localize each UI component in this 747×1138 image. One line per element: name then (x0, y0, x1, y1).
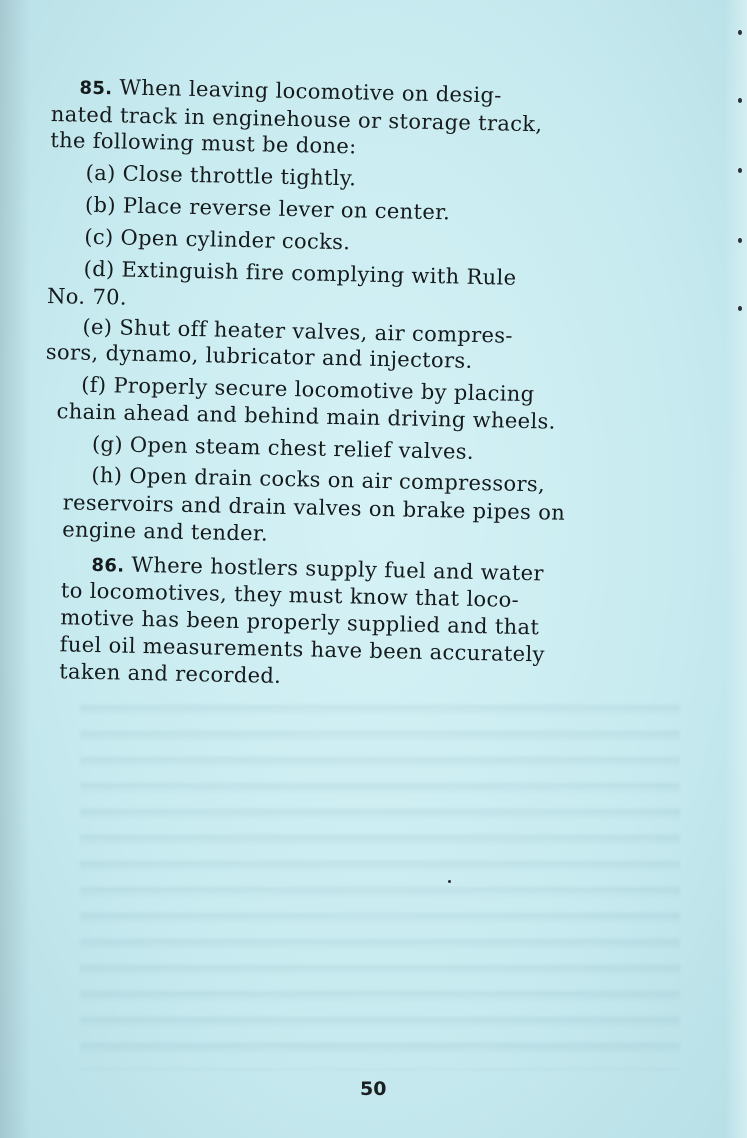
show-through-text (80, 690, 680, 1070)
speck (448, 880, 451, 883)
rule-85-line-1: 85. When leaving locomotive on desig- (79, 75, 502, 108)
page-edge-highlight (725, 0, 747, 1138)
rule-85-item-g: (g) Open steam chest relief valves. (91, 431, 475, 464)
rule-85-item-f: (f) Properly secure locomotive by placing (80, 372, 535, 407)
rule-85-item-b: (b) Place reverse lever on center. (84, 192, 451, 225)
speck (738, 168, 742, 173)
rule-86-line-1: 86. Where hostlers supply fuel and water (91, 552, 545, 586)
rule-86-line-4: fuel oil measurements have been accurately (59, 632, 545, 667)
rule-85-item-h-cont-2: engine and tender. (61, 517, 269, 546)
speck (738, 306, 742, 311)
rule-85-item-e: (e) Shut off heater valves, air compres- (82, 314, 514, 348)
rule-85-item-c: (c) Open cylinder cocks. (84, 224, 351, 255)
rule-85-item-d-cont: No. 70. (46, 283, 128, 310)
rule-85-line-2: nated track in enginehouse or storage track, (50, 101, 543, 137)
rule-85-line-3: the following must be done: (50, 127, 357, 159)
rule-85-item-f-cont: chain ahead and behind main driving wheels. (56, 399, 556, 434)
rules-text (45, 62, 682, 688)
rule-86-number: 86. (91, 554, 125, 577)
speck (738, 30, 742, 35)
speck (738, 238, 742, 243)
rule-86-line-5: taken and recorded. (58, 659, 282, 688)
rule-86-line-2: to locomotives, they must know that loco- (60, 578, 520, 612)
page-number: 50 (360, 1078, 387, 1100)
rule-85-item-h: (h) Open drain cocks on air compressors, (91, 462, 546, 497)
speck (738, 98, 742, 103)
page-binding-shadow (0, 0, 30, 1138)
rule-85-item-e-cont: sors, dynamo, lubricator and injectors. (45, 339, 473, 373)
rule-85-item-d: (d) Extinguish fire complying with Rule (83, 256, 517, 290)
rule-85-item-h-cont-1: reservoirs and drain valves on brake pipes on (62, 490, 566, 525)
rule-85-item-a: (a) Close throttle tightly. (85, 160, 357, 191)
rule-86-line-3: motive has been properly supplied and that (60, 605, 540, 640)
rule-85-number: 85. (79, 77, 113, 100)
